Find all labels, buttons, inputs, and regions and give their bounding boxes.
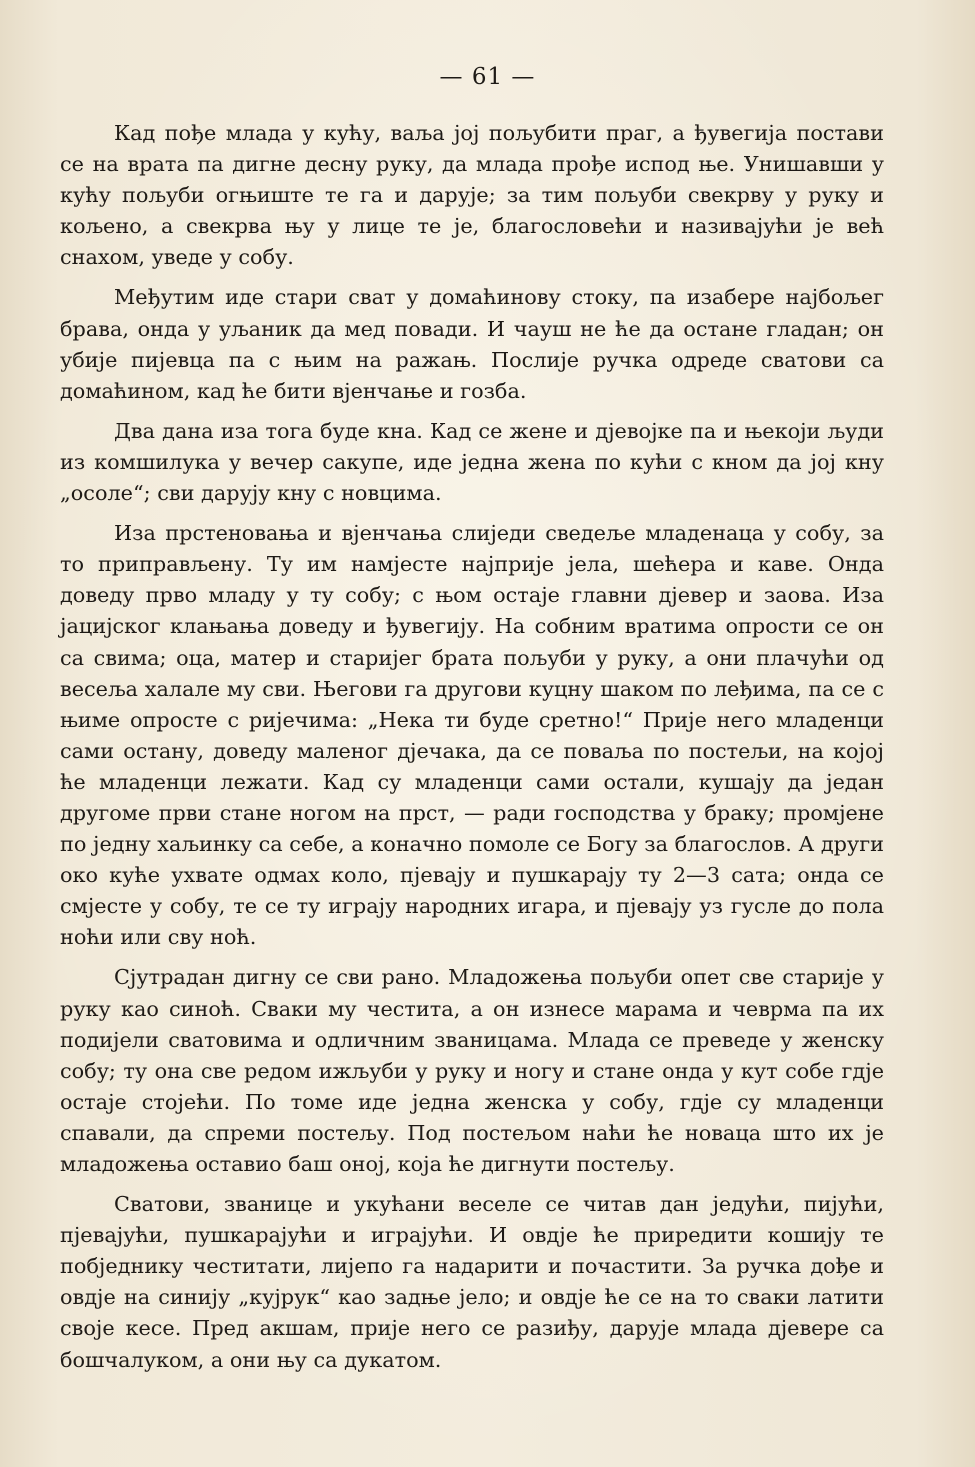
paragraph: Кад пођe млада у кућу, ваља јој пољубити праг, а ђувегија постави се на врата па дигне десну руку, да млада прође испод ње. Унишавши у кућу пољуби огњиште те га и дарује; за тим пољуби свекрву у руку и кољено, а свекрва њу у лице те је, благословећи и називајући је већ снахом, уведе у собу.: [60, 121, 884, 270]
paragraph: Међутим иде стари сват у домаћинову стоку, па изабере најбољег брава, онда у уљаник да мед повади. И чауш не ће да остане гладан; он убије пијевца па с њим на ражањ. Послије ручка одреде сватови са домаћином, кад ће бити вјенчање и гозба.: [60, 285, 884, 403]
paragraph: Два дана иза тога буде кна. Кад се жене и дјевојке па и њекоји људи из комшилука у вечер сакупе, иде једна жена по кући с кном да јој кну „осоле“; сви дарују кну с новцима.: [60, 418, 884, 506]
body-text: [60, 118, 884, 1385]
paragraph: Сјутрадан дигну се сви рано. Младожења пољуби опет све старије у руку као синоћ. Сваки му честита, а он изнесе марама и чеврма па их подијели сватовима и одличним званицама. Млада се преведе у женску собу; ту она све редом ижљуби у руку и ногу и стане онда у кут собе гдје остаје стојећи. По томе иде једна женска у собу, гдје су младенци спавали, да спреми постељу. Под постељом наћи ће новаца што их је младожења оставио баш оној, која ће дигнути постељу.: [60, 965, 884, 1176]
page-number: — 61 —: [439, 64, 536, 90]
paragraph: Иза прстеновања и вјенчања слиједи сведеље младенаца у собу, за то приправљену. Ту им намјесте најприје јела, шећера и каве. Онда доведу прво младу у ту собу; с њом остаје главни дјевер и заова. Иза јацијског клањања доведу и ђувегију. На собним вратима опрости се он са свима; оца, матер и старијег брата пољуби у руку, а они плачући од весеља халале му сви. Његови га другови куцну шаком по леђима, па се с њиме опросте с ријечима: „Нека ти буде сретно!“ Прије него младенци сами остану, доведу маленог дјечака, да се поваља по постељи, на којој ће младенци лежати. Кад су младенци сами остали, кушају да један другоме први стане ногом на прст, — ради господства у браку; промјене по једну хаљинку са себе, а коначно помоле се Богу за благослов. А други око куће ухвате одмах коло, пјевају и пушкарају ту 2—3 сата; онда се смјесте у собу, те се ту играју народних игара, и пјевају уз гусле до пола ноћи или сву ноћ.: [60, 521, 884, 950]
paragraph: Сватови, званице и укућани веселе се читав дан једући, пијући, пјевајући, пушкарајући и играјући. И овдје ће приредити кошију те побједнику честитати, лијепо га надарити и почастити. За ручка дође и овдје на синију „кујрук“ као задње јело; и овдје ће се на то сваки латити своје кесе. Пред акшам, прије него се разиђу, дарује млада дјевере са бошчалуком, а они њу са дукатом.: [60, 1192, 884, 1372]
